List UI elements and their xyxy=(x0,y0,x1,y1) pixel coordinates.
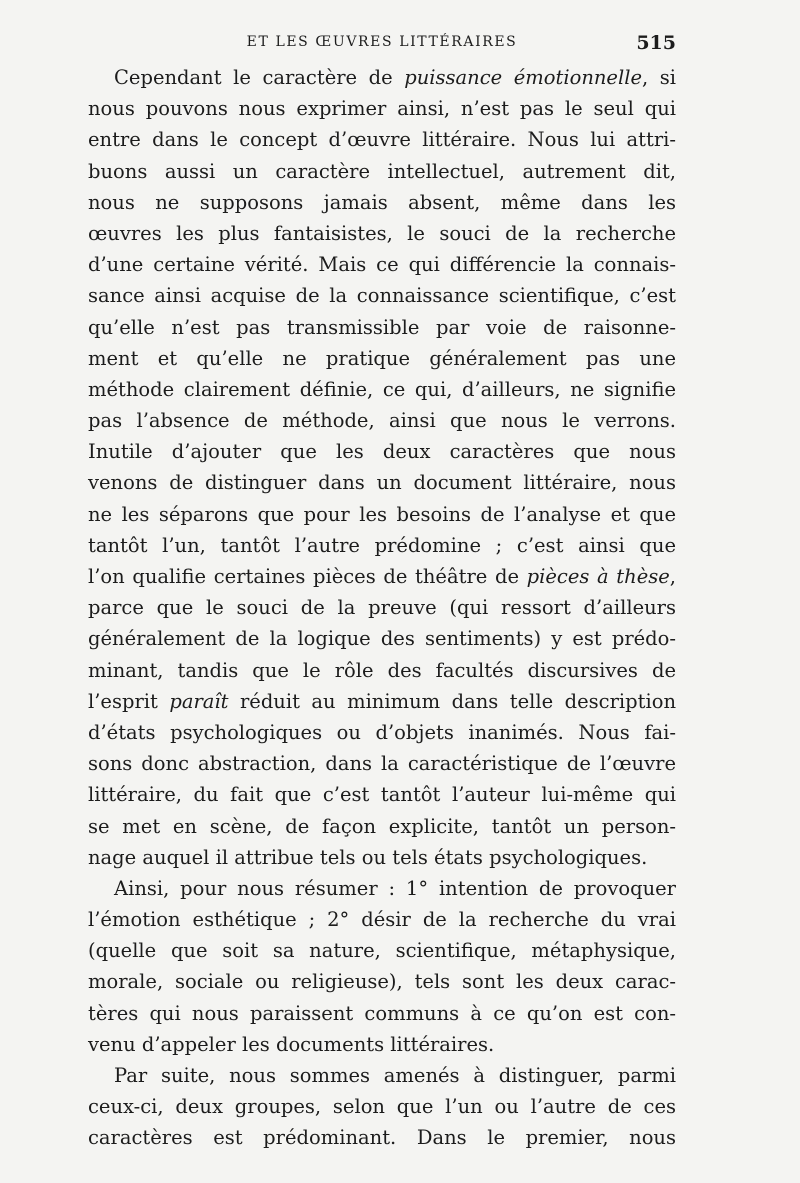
text-line xyxy=(88,748,676,779)
text-line xyxy=(88,1091,676,1122)
text-span: qu’elle n’est pas transmissible par voie de raisonne- xyxy=(88,315,676,339)
text-span: morale, sociale ou religieuse), tels sont les deux carac- xyxy=(88,970,676,994)
text-span: entre dans le concept d’œuvre littéraire. Nous lui attri- xyxy=(88,128,676,152)
text-span: ment et qu’elle ne pratique généralement pas une xyxy=(88,346,676,370)
text-line xyxy=(88,873,676,904)
text-span: sons donc abstraction, dans la caractéristique de l’œuvre xyxy=(88,752,676,776)
text-line xyxy=(88,811,676,842)
text-line xyxy=(88,904,676,935)
text-line xyxy=(88,280,676,311)
italic-span: paraît xyxy=(169,689,229,713)
text-span: généralement de la logique des sentiments) y est prédo- xyxy=(88,627,676,651)
text-line xyxy=(88,374,676,405)
page-header xyxy=(88,32,676,56)
text-line xyxy=(88,966,676,997)
text-span: Inutile d’ajouter que les deux caractères que nous xyxy=(88,440,676,464)
text-span: buons aussi un caractère intellectuel, autrement dit, xyxy=(88,159,676,183)
text-line xyxy=(88,249,676,280)
text-span: minant, tandis que le rôle des facultés discursives de xyxy=(88,658,676,682)
text-line xyxy=(88,93,676,124)
running-title: ET LES ŒUVRES LITTÉRAIRES xyxy=(246,34,518,50)
text-line xyxy=(88,717,676,748)
text-line xyxy=(88,686,676,717)
text-line xyxy=(88,62,676,93)
text-span: réduit au minimum dans telle description xyxy=(228,689,676,713)
text-span: Cependant le caractère de xyxy=(114,66,405,89)
italic-span: pièces à thèse xyxy=(526,565,670,588)
text-line xyxy=(88,561,676,592)
text-line xyxy=(88,1029,676,1060)
text-span: , si xyxy=(642,66,676,89)
text-span: littéraire, du fait que c’est tantôt l’auteur lui-même qui xyxy=(88,783,676,807)
text-span: ne les séparons que pour les besoins de l’analyse et que xyxy=(88,502,676,526)
text-line xyxy=(88,623,676,654)
text-span: œuvres les plus fantaisistes, le souci de la recherche xyxy=(88,221,676,245)
text-line xyxy=(88,156,676,187)
text-span: l’esprit xyxy=(88,689,170,713)
text-span: venons de distinguer dans un document littéraire, nous xyxy=(88,471,676,495)
text-line xyxy=(88,779,676,810)
text-span: nage auquel il attribue tels ou tels états psychologiques. xyxy=(88,845,648,869)
text-line xyxy=(88,187,676,218)
italic-span: puissance émotionnelle xyxy=(404,66,642,89)
text-span: nous pouvons nous exprimer ainsi, n’est pas le seul qui xyxy=(88,97,676,121)
text-span: d’une certaine vérité. Mais ce qui différencie la connais- xyxy=(88,253,676,277)
text-span: venu d’appeler les documents littéraires. xyxy=(88,1032,495,1056)
text-line xyxy=(88,218,676,249)
page-number: 515 xyxy=(636,32,676,54)
text-span: tères qui nous paraissent communs à ce qu’on est con- xyxy=(88,1001,676,1025)
text-span: méthode clairement définie, ce qui, d’ailleurs, ne signifie xyxy=(88,377,676,401)
text-span: Ainsi, pour nous résumer : 1° intention de provoquer xyxy=(114,876,676,900)
text-line xyxy=(88,655,676,686)
text-line xyxy=(88,312,676,343)
text-line xyxy=(88,1122,676,1153)
text-span: d’états psychologiques ou d’objets inanimés. Nous fai- xyxy=(88,720,676,744)
text-span: sance ainsi acquise de la connaissance scientifique, c’est xyxy=(88,284,676,308)
text-line xyxy=(88,124,676,155)
text-line xyxy=(88,405,676,436)
text-span: pas l’absence de méthode, ainsi que nous le verrons. xyxy=(88,409,676,433)
body-text xyxy=(88,62,676,1154)
text-span: se met en scène, de façon explicite, tantôt un person- xyxy=(88,814,676,838)
text-span: (quelle que soit sa nature, scientifique, métaphysique, xyxy=(88,939,676,963)
text-line xyxy=(88,499,676,530)
text-span: l’émotion esthétique ; 2° désir de la recherche du vrai xyxy=(88,908,676,932)
text-span: Par suite, nous sommes amenés à distinguer, parmi xyxy=(114,1064,676,1087)
text-span: parce que le souci de la preuve (qui ressort d’ailleurs xyxy=(88,596,676,620)
text-span: , xyxy=(669,565,676,588)
text-span: tantôt l’un, tantôt l’autre prédomine ; c’est ainsi que xyxy=(88,533,676,557)
text-line xyxy=(88,592,676,623)
text-line xyxy=(88,530,676,561)
text-span: caractères est prédominant. Dans le premier, nous xyxy=(88,1126,676,1150)
text-line xyxy=(88,436,676,467)
text-span: ceux-ci, deux groupes, selon que l’un ou l’autre de ces xyxy=(88,1095,676,1119)
text-span: nous ne supposons jamais absent, même dans les xyxy=(88,190,676,214)
text-span: l’on qualifie certaines pièces de théâtre de xyxy=(88,565,527,588)
text-line xyxy=(88,842,676,873)
text-line xyxy=(88,467,676,498)
text-line xyxy=(88,1060,676,1091)
text-line xyxy=(88,998,676,1029)
text-line xyxy=(88,343,676,374)
text-line xyxy=(88,935,676,966)
